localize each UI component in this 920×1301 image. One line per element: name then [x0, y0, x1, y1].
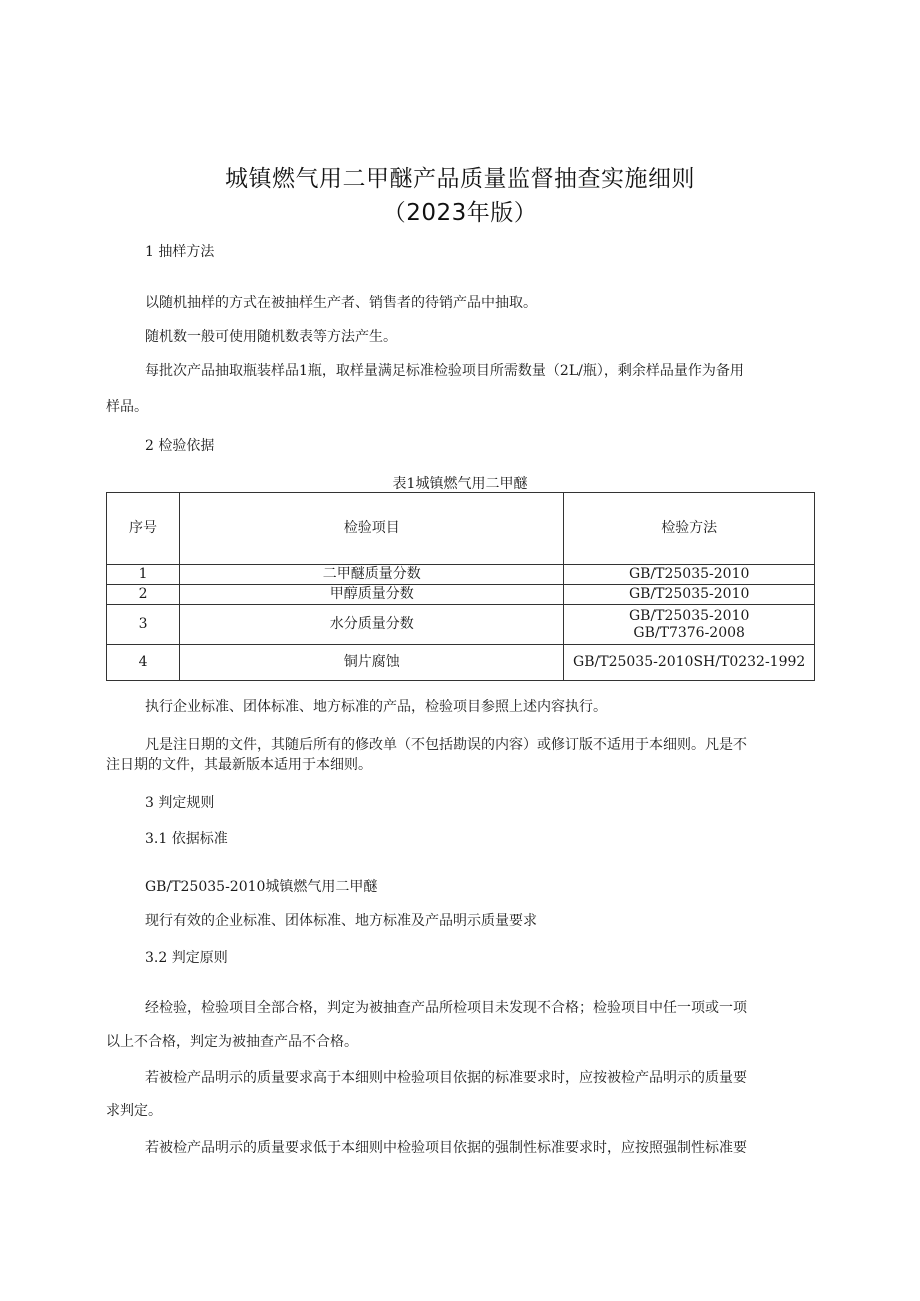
table-row — [107, 585, 815, 605]
cell-method: GB/T25035-2010 — [564, 565, 815, 585]
rule-paragraph-3-line1: 若被检产品明示的质量要求低于本细则中检验项目依据的强制性标准要求时，应按照强制性标准要 — [145, 1140, 747, 1156]
note-paragraph-2-line2: 注日期的文件，其最新版本适用于本细则。 — [106, 757, 372, 773]
section3-heading: 3 判定规则 — [145, 795, 215, 811]
cell-number: 1 — [107, 565, 180, 585]
section1-paragraph-1: 以随机抽样的方式在被抽样生产者、销售者的待销产品中抽取。 — [145, 295, 537, 311]
header-cell-item: 检验项目 — [180, 493, 564, 565]
cell-method-line2: GB/T7376-2008 — [633, 624, 745, 641]
cell-item: 甲醇质量分数 — [180, 585, 564, 605]
rule-paragraph-2-line1: 若被检产品明示的质量要求高于本细则中检验项目依据的标准要求时，应按被检产品明示的质量要 — [145, 1070, 747, 1086]
table-header-row — [107, 493, 815, 565]
rule-paragraph-1-line1: 经检验，检验项目全部合格，判定为被抽查产品所检项目未发现不合格；检验项目中任一项或一项 — [145, 1000, 747, 1016]
note-paragraph-1: 执行企业标准、团体标准、地方标准的产品，检验项目参照上述内容执行。 — [145, 699, 607, 715]
cell-method: GB/T25035-2010 — [564, 585, 815, 605]
section3-2-heading: 3.2 判定原则 — [145, 950, 228, 966]
cell-method-line1: GB/T25035-2010 — [628, 607, 750, 624]
section1-paragraph-3-line2: 样品。 — [106, 399, 148, 415]
cell-item: 铜片腐蚀 — [180, 645, 564, 681]
cell-method — [564, 605, 815, 645]
header-cell-method: 检验方法 — [564, 493, 815, 565]
section3-1-heading: 3.1 依据标准 — [145, 831, 228, 847]
cell-item: 水分质量分数 — [180, 605, 564, 645]
section1-heading: 1 抽样方法 — [145, 244, 215, 260]
table-row — [107, 605, 815, 645]
cell-number: 2 — [107, 585, 180, 605]
table-row — [107, 565, 815, 585]
table-caption: 表1城镇燃气用二甲醚 — [392, 476, 528, 492]
cell-number: 3 — [107, 605, 180, 645]
document-title: 城镇燃气用二甲醚产品质量监督抽查实施细则 — [225, 166, 695, 192]
section2-heading: 2 检验依据 — [145, 438, 215, 454]
header-cell-number: 序号 — [107, 493, 180, 565]
standard-line-2: 现行有效的企业标准、团体标准、地方标准及产品明示质量要求 — [145, 913, 537, 929]
cell-item: 二甲醚质量分数 — [180, 565, 564, 585]
standard-line-1: GB/T25035-2010城镇燃气用二甲醚 — [145, 879, 378, 895]
table-row — [107, 645, 815, 681]
document-subtitle-edition: （2023年版） — [382, 200, 538, 226]
inspection-table — [106, 492, 815, 681]
rule-paragraph-1-line2: 以上不合格，判定为被抽查产品不合格。 — [106, 1034, 358, 1050]
cell-number: 4 — [107, 645, 180, 681]
section1-paragraph-3-line1: 每批次产品抽取瓶装样品1瓶，取样量满足标准检验项目所需数量（2L/瓶），剩余样品量作为备用 — [145, 363, 744, 379]
cell-method: GB/T25035-2010SH/T0232-1992 — [564, 645, 815, 681]
rule-paragraph-2-line2: 求判定。 — [106, 1103, 162, 1119]
section1-paragraph-2: 随机数一般可使用随机数表等方法产生。 — [145, 329, 397, 345]
note-paragraph-2-line1: 凡是注日期的文件，其随后所有的修改单（不包括勘误的内容）或修订版不适用于本细则。凡是不 — [145, 737, 747, 753]
